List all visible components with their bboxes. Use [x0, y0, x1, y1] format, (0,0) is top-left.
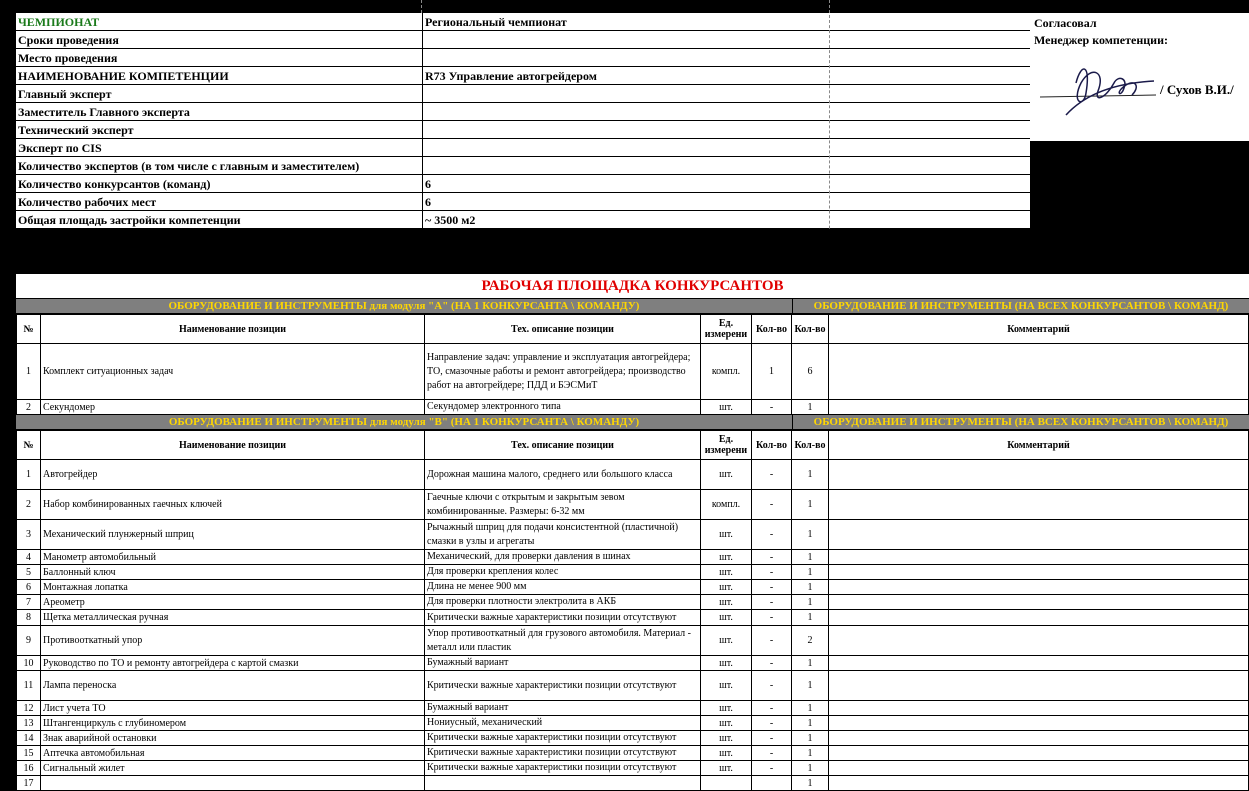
table-row	[17, 344, 1249, 400]
row-desc	[425, 776, 701, 791]
info-grid	[16, 13, 1030, 229]
row-comment	[829, 716, 1249, 731]
row-comment	[829, 550, 1249, 565]
row-desc: Критически важные характеристики позиции отсутствуют	[425, 746, 701, 761]
module-b-bar-right: ОБОРУДОВАНИЕ И ИНСТРУМЕНТЫ (НА ВСЕХ КОНКУРСАНТОВ \ КОМАНД)	[792, 415, 1249, 429]
approval-line1: Согласовал	[1034, 16, 1097, 30]
signature-icon	[1036, 53, 1166, 123]
table-header-row	[17, 431, 1249, 460]
info-label: Главный эксперт	[16, 85, 423, 102]
info-label: Количество рабочих мест	[16, 193, 423, 210]
row-name: Манометр автомобильный	[41, 550, 425, 565]
row-qty2: 1	[792, 761, 829, 776]
row-comment	[829, 595, 1249, 610]
row-number: 2	[17, 490, 41, 520]
row-number: 3	[17, 520, 41, 550]
row-comment	[829, 731, 1249, 746]
row-unit: шт.	[701, 460, 752, 490]
row-comment	[829, 565, 1249, 580]
row-qty1: -	[752, 671, 792, 701]
row-comment	[829, 520, 1249, 550]
row-comment	[829, 746, 1249, 761]
row-qty1: -	[752, 595, 792, 610]
row-name: Щетка металлическая ручная	[41, 610, 425, 626]
table-row	[17, 520, 1249, 550]
info-value	[423, 49, 1030, 66]
col-name: Наименование позиции	[41, 431, 425, 460]
row-unit: шт.	[701, 731, 752, 746]
row-number: 4	[17, 550, 41, 565]
row-unit: шт.	[701, 400, 752, 415]
row-qty1: -	[752, 520, 792, 550]
row-desc: Для проверки плотности электролита в АКБ	[425, 595, 701, 610]
row-qty1: -	[752, 716, 792, 731]
col-num: №	[17, 315, 41, 344]
row-name: Знак аварийной остановки	[41, 731, 425, 746]
table-header-row	[17, 315, 1249, 344]
module-a-bar-right: ОБОРУДОВАНИЕ И ИНСТРУМЕНТЫ (НА ВСЕХ КОНКУРСАНТОВ \ КОМАНД)	[792, 299, 1249, 313]
table-row	[17, 626, 1249, 656]
row-unit: шт.	[701, 626, 752, 656]
row-qty2: 1	[792, 565, 829, 580]
row-comment	[829, 490, 1249, 520]
info-label: Заместитель Главного эксперта	[16, 103, 423, 120]
info-label: Технический эксперт	[16, 121, 423, 138]
row-desc: Секундомер электронного типа	[425, 400, 701, 415]
row-number: 15	[17, 746, 41, 761]
col-qty2: Кол-во	[792, 315, 829, 344]
row-qty2: 6	[792, 344, 829, 400]
module-a-table	[16, 314, 1249, 415]
table-row	[17, 761, 1249, 776]
info-value	[423, 121, 1030, 138]
row-comment	[829, 656, 1249, 671]
row-qty2: 1	[792, 656, 829, 671]
row-qty2: 1	[792, 400, 829, 415]
col-desc: Тех. описание позиции	[425, 431, 701, 460]
row-name: Лампа переноска	[41, 671, 425, 701]
row-number: 10	[17, 656, 41, 671]
row-qty1: -	[752, 550, 792, 565]
info-label: Количество конкурсантов (команд)	[16, 175, 423, 192]
row-number: 13	[17, 716, 41, 731]
row-name: Секундомер	[41, 400, 425, 415]
info-value: R73 Управление автогрейдером	[425, 69, 597, 83]
info-label: ЧЕМПИОНАТ	[16, 13, 423, 30]
approval-line2: Менеджер компетенции:	[1034, 33, 1169, 47]
row-name: Набор комбинированных гаечных ключей	[41, 490, 425, 520]
info-row	[16, 13, 1030, 31]
table-row	[17, 460, 1249, 490]
row-desc: Нониусный, механический	[425, 716, 701, 731]
row-comment	[829, 460, 1249, 490]
row-unit: шт.	[701, 550, 752, 565]
row-unit: компл.	[701, 344, 752, 400]
row-desc: Критически важные характеристики позиции отсутствуют	[425, 671, 701, 701]
info-label: НАИМЕНОВАНИЕ КОМПЕТЕНЦИИ	[16, 67, 423, 84]
table-row	[17, 580, 1249, 595]
info-row	[16, 211, 1030, 229]
row-qty1: -	[752, 656, 792, 671]
table-row	[17, 595, 1249, 610]
row-unit: шт.	[701, 671, 752, 701]
row-qty1: -	[752, 731, 792, 746]
module-b-bar-left: ОБОРУДОВАНИЕ И ИНСТРУМЕНТЫ для модуля "В" (НА 1 КОНКУРСАНТА \ КОМАНДУ)	[168, 416, 640, 428]
row-unit: шт.	[701, 595, 752, 610]
info-value	[423, 103, 1030, 120]
info-row	[16, 193, 1030, 211]
module-b-bar	[16, 415, 1249, 430]
row-number: 5	[17, 565, 41, 580]
info-row	[16, 157, 1030, 175]
module-a-bar-left: ОБОРУДОВАНИЕ И ИНСТРУМЕНТЫ для модуля "А" (НА 1 КОНКУРСАНТА \ КОМАНДУ)	[168, 300, 640, 312]
info-value: 6	[425, 195, 431, 209]
row-comment	[829, 400, 1249, 415]
row-qty2: 1	[792, 490, 829, 520]
info-value: 6	[425, 177, 431, 191]
col-comment: Комментарий	[829, 431, 1249, 460]
row-qty2: 1	[792, 746, 829, 761]
col-desc: Тех. описание позиции	[425, 315, 701, 344]
row-qty1: -	[752, 565, 792, 580]
workplace-table	[16, 274, 1249, 791]
page-title: РАБОЧАЯ ПЛОЩАДКА КОНКУРСАНТОВ	[16, 274, 1249, 299]
row-unit: шт.	[701, 701, 752, 716]
info-value	[423, 31, 1030, 48]
module-a-bar	[16, 299, 1249, 314]
row-name: Ареометр	[41, 595, 425, 610]
info-label: Общая площадь застройки компетенции	[16, 211, 423, 228]
row-number: 7	[17, 595, 41, 610]
row-desc: Рычажный шприц для подачи консистентной (пластичной) смазки в узлы и агрегаты	[425, 520, 701, 550]
row-desc: Гаечные ключи с открытым и закрытым зевом комбинированные. Размеры: 6-32 мм	[425, 490, 701, 520]
row-name: Комплект ситуационных задач	[41, 344, 425, 400]
row-number: 6	[17, 580, 41, 595]
row-desc: Дорожная машина малого, среднего или большого класса	[425, 460, 701, 490]
info-label: Эксперт по CIS	[16, 139, 423, 156]
col-qty1: Кол-во	[752, 315, 792, 344]
row-qty2: 1	[792, 580, 829, 595]
row-comment	[829, 776, 1249, 791]
info-label: Место проведения	[16, 49, 423, 66]
row-qty2: 1	[792, 716, 829, 731]
row-number: 12	[17, 701, 41, 716]
row-qty2: 1	[792, 701, 829, 716]
row-unit: шт.	[701, 520, 752, 550]
row-number: 16	[17, 761, 41, 776]
row-number: 1	[17, 460, 41, 490]
row-unit: шт.	[701, 761, 752, 776]
row-desc: Критически важные характеристики позиции отсутствуют	[425, 761, 701, 776]
table-row	[17, 656, 1249, 671]
row-name: Аптечка автомобильная	[41, 746, 425, 761]
col-name: Наименование позиции	[41, 315, 425, 344]
info-value: Региональный чемпионат	[425, 15, 567, 29]
info-row	[16, 85, 1030, 103]
row-qty1: -	[752, 580, 792, 595]
info-value	[423, 157, 1030, 174]
row-unit: шт.	[701, 565, 752, 580]
row-qty1: 1	[752, 344, 792, 400]
row-number: 2	[17, 400, 41, 415]
row-desc: Механический, для проверки давления в шинах	[425, 550, 701, 565]
row-qty2: 1	[792, 550, 829, 565]
row-unit	[701, 776, 752, 791]
row-unit: шт.	[701, 610, 752, 626]
table-row	[17, 746, 1249, 761]
table-row	[17, 731, 1249, 746]
approval-name: / Сухов В.И./	[1160, 82, 1234, 97]
row-qty1: -	[752, 460, 792, 490]
row-comment	[829, 580, 1249, 595]
table-row	[17, 610, 1249, 626]
module-b-table	[16, 430, 1249, 791]
row-qty1: -	[752, 761, 792, 776]
col-unit: Ед. измерени	[701, 431, 752, 460]
row-unit: компл.	[701, 490, 752, 520]
info-value	[423, 139, 1030, 156]
row-number: 14	[17, 731, 41, 746]
info-value: ~ 3500 м2	[425, 213, 476, 227]
col-qty1: Кол-во	[752, 431, 792, 460]
row-comment	[829, 610, 1249, 626]
row-qty2: 1	[792, 460, 829, 490]
row-comment	[829, 344, 1249, 400]
info-row	[16, 67, 1030, 85]
row-name: Монтажная лопатка	[41, 580, 425, 595]
info-row	[16, 31, 1030, 49]
row-unit: шт.	[701, 580, 752, 595]
row-desc: Бумажный вариант	[425, 701, 701, 716]
row-qty1	[752, 776, 792, 791]
row-comment	[829, 761, 1249, 776]
row-number: 1	[17, 344, 41, 400]
row-comment	[829, 701, 1249, 716]
row-number: 8	[17, 610, 41, 626]
row-name: Механический плунжерный шприц	[41, 520, 425, 550]
row-name: Баллонный ключ	[41, 565, 425, 580]
info-row	[16, 121, 1030, 139]
row-qty2: 1	[792, 595, 829, 610]
col-qty2: Кол-во	[792, 431, 829, 460]
row-number: 11	[17, 671, 41, 701]
row-qty2: 1	[792, 610, 829, 626]
row-desc: Для проверки крепления колес	[425, 565, 701, 580]
col-num: №	[17, 431, 41, 460]
row-qty2: 1	[792, 731, 829, 746]
row-desc: Критически важные характеристики позиции отсутствуют	[425, 610, 701, 626]
row-desc: Критически важные характеристики позиции отсутствуют	[425, 731, 701, 746]
row-name: Сигнальный жилет	[41, 761, 425, 776]
row-unit: шт.	[701, 656, 752, 671]
row-desc: Направление задач: управление и эксплуатация автогрейдера; ТО, смазочные работы и ремонт автогрейдера; производство работ на автогрейдере; ПДД и БЭСМиТ	[425, 344, 701, 400]
table-row	[17, 490, 1249, 520]
info-row	[16, 49, 1030, 67]
row-name: Штангенциркуль с глубиномером	[41, 716, 425, 731]
row-comment	[829, 626, 1249, 656]
info-row	[16, 139, 1030, 157]
row-name: Руководство по ТО и ремонту автогрейдера с картой смазки	[41, 656, 425, 671]
row-name: Лист учета ТО	[41, 701, 425, 716]
row-qty1: -	[752, 490, 792, 520]
row-name	[41, 776, 425, 791]
row-qty2: 1	[792, 520, 829, 550]
row-qty2: 1	[792, 671, 829, 701]
row-name: Противооткатный упор	[41, 626, 425, 656]
info-label: Количество экспертов (в том числе с главным и заместителем)	[16, 157, 423, 174]
row-desc: Длина не менее 900 мм	[425, 580, 701, 595]
row-comment	[829, 671, 1249, 701]
row-qty2: 2	[792, 626, 829, 656]
table-row	[17, 716, 1249, 731]
row-unit: шт.	[701, 716, 752, 731]
table-row	[17, 701, 1249, 716]
row-qty1: -	[752, 610, 792, 626]
row-qty1: -	[752, 746, 792, 761]
row-number: 17	[17, 776, 41, 791]
col-comment: Комментарий	[829, 315, 1249, 344]
row-qty2: 1	[792, 776, 829, 791]
row-number: 9	[17, 626, 41, 656]
row-qty1: -	[752, 701, 792, 716]
table-row	[17, 776, 1249, 791]
info-label: Сроки проведения	[16, 31, 423, 48]
row-qty1: -	[752, 626, 792, 656]
info-row	[16, 175, 1030, 193]
approval-block	[1030, 13, 1249, 141]
info-row	[16, 103, 1030, 121]
table-row	[17, 671, 1249, 701]
row-qty1: -	[752, 400, 792, 415]
table-row	[17, 565, 1249, 580]
row-name: Автогрейдер	[41, 460, 425, 490]
table-row	[17, 400, 1249, 415]
col-unit: Ед. измерени	[701, 315, 752, 344]
info-value	[423, 85, 1030, 102]
row-desc: Бумажный вариант	[425, 656, 701, 671]
table-row	[17, 550, 1249, 565]
row-desc: Упор противооткатный для грузового автомобиля. Материал - металл или пластик	[425, 626, 701, 656]
row-unit: шт.	[701, 746, 752, 761]
